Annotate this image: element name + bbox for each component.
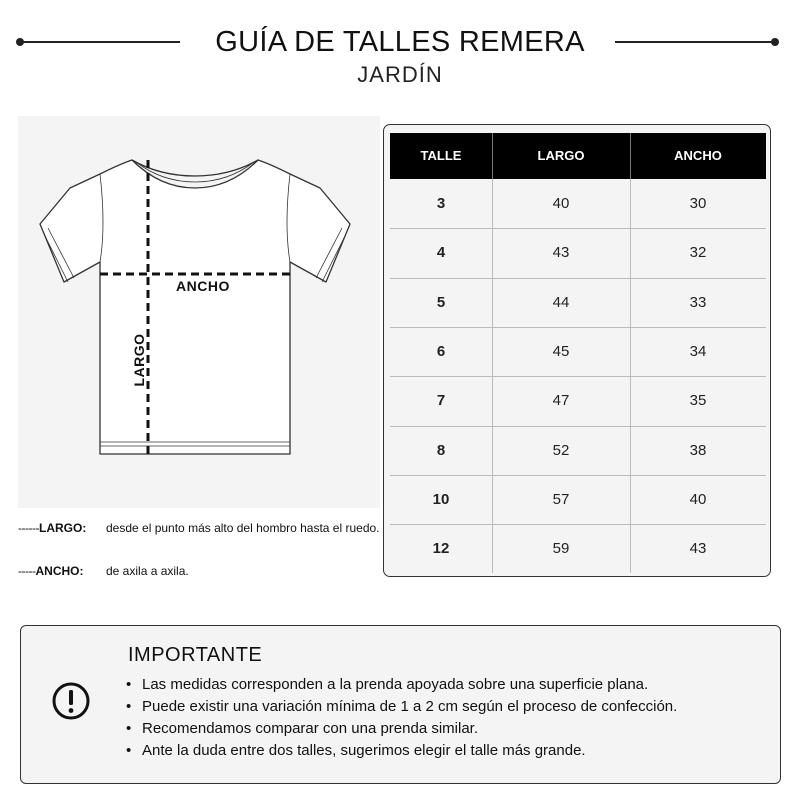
talle-cell: 8 (436, 441, 446, 459)
largo-cell: 44 (552, 293, 570, 311)
row-divider (390, 475, 766, 476)
table-row (390, 327, 766, 376)
list-item: • Las medidas corresponden a la prenda apoyada sobre una superficie plana. (124, 674, 764, 696)
talle-cell: 5 (436, 293, 446, 311)
header (0, 22, 800, 62)
header-separator (630, 133, 631, 179)
talle-cell: 7 (436, 392, 446, 410)
largo-cell: 59 (552, 540, 570, 558)
header-talle: TALLE (420, 148, 462, 163)
ancho-cell: 30 (689, 195, 707, 212)
title-right-dot (771, 38, 779, 46)
largo-cell: 47 (552, 392, 570, 410)
talle-cell: 12 (432, 540, 450, 558)
row-divider (390, 278, 766, 279)
legend-ancho-key: -----ANCHO: (18, 564, 84, 578)
table-row (390, 524, 766, 573)
largo-cell: 43 (552, 244, 570, 262)
legend-largo-desc: desde el punto más alto del hombro hasta el ruedo. (106, 521, 380, 535)
header-ancho: ANCHO (674, 148, 722, 163)
size-table (383, 124, 771, 577)
talle-cell: 4 (436, 244, 446, 262)
title-left-line (20, 41, 180, 43)
list-item: • Puede existir una variación mínima de 1 a 2 cm según el proceso de confección. (124, 696, 764, 718)
table-row (390, 376, 766, 425)
tshirt-illustration (18, 116, 380, 508)
header-largo: LARGO (537, 148, 585, 163)
table-header (390, 133, 766, 179)
page-subtitle: JARDÍN (357, 62, 443, 87)
important-box (20, 625, 781, 784)
ancho-cell: 34 (689, 342, 707, 360)
ancho-cell: 32 (689, 244, 707, 262)
page-title: GUÍA DE TALLES REMERA (215, 26, 585, 58)
largo-cell: 57 (552, 490, 570, 508)
table-row (390, 278, 766, 327)
table-row (390, 179, 766, 228)
title-right-line (615, 41, 775, 43)
important-list (124, 674, 764, 762)
header-separator (492, 133, 493, 179)
ancho-cell: 43 (689, 540, 707, 558)
row-divider (390, 426, 766, 427)
table-row (390, 426, 766, 475)
important-title: IMPORTANTE (128, 644, 263, 666)
list-item: • Ante la duda entre dos talles, sugerimos elegir el talle más grande. (124, 740, 764, 762)
row-divider (390, 327, 766, 328)
largo-label: LARGO (131, 333, 147, 387)
exclamation-circle-icon (51, 681, 91, 721)
talle-cell: 3 (436, 195, 446, 212)
largo-cell: 45 (552, 342, 570, 360)
ancho-cell: 35 (689, 392, 707, 410)
ancho-cell: 33 (689, 293, 707, 311)
table-row (390, 228, 766, 277)
talle-cell: 6 (436, 342, 446, 360)
tshirt-diagram (18, 116, 380, 508)
ancho-cell: 38 (689, 441, 707, 459)
talle-cell: 10 (432, 490, 450, 508)
row-divider (390, 524, 766, 525)
table-row (390, 475, 766, 524)
legend-largo-key: ------LARGO: (18, 521, 87, 535)
row-divider (390, 376, 766, 377)
legend-ancho-desc: de axila a axila. (106, 564, 189, 578)
ancho-cell: 40 (689, 490, 707, 508)
largo-cell: 52 (552, 441, 570, 459)
row-divider (390, 228, 766, 229)
largo-cell: 40 (552, 195, 570, 212)
ancho-label: ANCHO (176, 278, 230, 294)
list-item: • Recomendamos comparar con una prenda similar. (124, 718, 764, 740)
